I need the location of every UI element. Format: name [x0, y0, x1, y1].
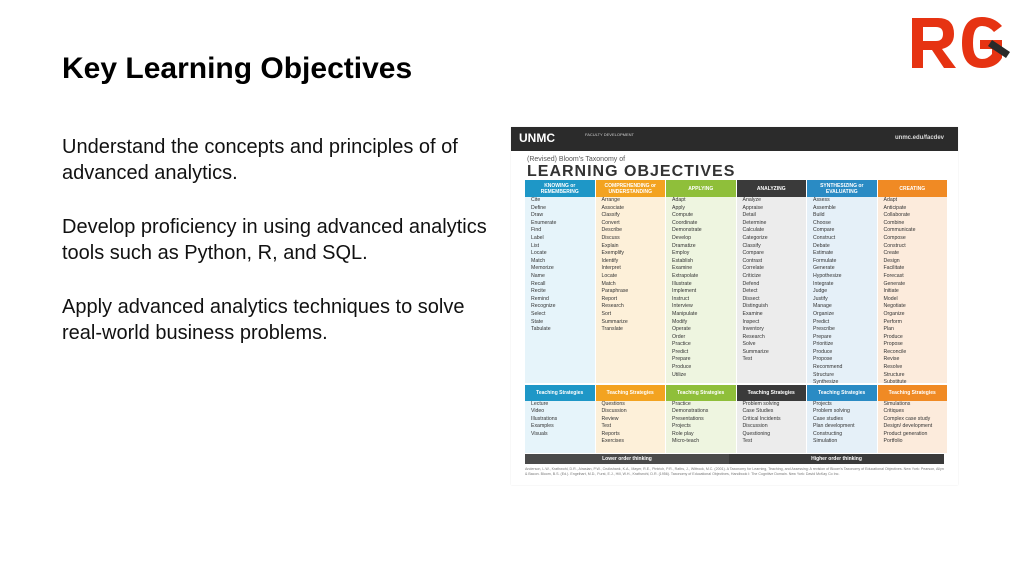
strategy-item: Presentations	[672, 415, 704, 422]
verb-item: Design	[883, 257, 900, 264]
verb-item: Determine	[742, 219, 767, 226]
strategy-item: Discussion	[742, 423, 768, 430]
verb-item: Summarize	[601, 318, 628, 325]
unmc-subtitle: FACULTY DEVELOPMENT	[585, 132, 634, 137]
strategy-item: Role play	[672, 430, 694, 437]
verb-item: Report	[601, 295, 618, 302]
verb-item: Develop	[672, 234, 692, 241]
verb-item: Perform	[883, 318, 902, 325]
strategy-item: Questioning	[742, 430, 771, 437]
verb-item: Adapt	[883, 197, 898, 203]
verb-item: Defend	[742, 280, 760, 287]
verb-item: Implement	[672, 288, 697, 295]
verb-item: Propose	[883, 341, 903, 348]
verb-item: Test	[742, 356, 753, 363]
strategy-list	[807, 401, 877, 453]
strategy-item: Video	[531, 408, 545, 415]
verb-item: Construct	[883, 242, 906, 249]
verb-item: Synthesize	[813, 379, 839, 386]
verb-item: Plan	[883, 326, 894, 333]
verb-item: Demonstrate	[672, 227, 702, 234]
verb-item: Apply	[672, 204, 685, 211]
verb-item: Extrapolate	[672, 272, 699, 279]
verb-item: Memorize	[531, 265, 554, 272]
verb-item: Forecast	[883, 272, 904, 279]
verb-item: Draw	[531, 212, 544, 219]
strategy-heading: Teaching Strategies	[878, 385, 948, 401]
verb-item: Recommend	[813, 364, 843, 371]
verb-item: Structure	[813, 371, 835, 378]
verb-item: Examine	[672, 265, 693, 272]
strategy-list	[878, 401, 948, 453]
verb-item: Order	[672, 333, 686, 340]
verb-item: Recognize	[531, 303, 556, 310]
verb-item: Detail	[742, 212, 756, 219]
verb-item: Judge	[813, 288, 828, 295]
strategy-list	[596, 401, 666, 453]
verb-item: Classify	[601, 212, 620, 219]
strategy-item: Portfolio	[883, 438, 903, 445]
verb-item: Label	[531, 234, 544, 241]
verb-item: Prioritize	[813, 341, 834, 348]
verb-item: Produce	[813, 348, 833, 355]
strategy-heading: Teaching Strategies	[525, 385, 595, 401]
verb-item: Identify	[601, 257, 619, 264]
strategy-item: Complex case study	[883, 415, 931, 422]
infographic-header	[511, 127, 958, 151]
verb-item: Instruct	[672, 295, 690, 302]
strategy-item: Problem solving	[742, 401, 780, 407]
verb-item: Discuss	[601, 234, 620, 241]
verb-item: Negotiate	[883, 303, 906, 310]
column-verbs	[666, 197, 736, 383]
verb-item: Translate	[601, 326, 623, 333]
verb-item: Manipulate	[672, 310, 698, 317]
objectives-list	[62, 134, 502, 374]
strategy-item: Reports	[601, 430, 620, 437]
column-verbs	[737, 197, 807, 383]
verb-item: Research	[742, 333, 765, 340]
verb-item: List	[531, 242, 540, 249]
strategy-item: Plan development	[813, 423, 855, 430]
verb-item: Practice	[672, 341, 691, 348]
verb-item: Compose	[883, 234, 906, 241]
verb-item: Compare	[813, 227, 835, 234]
verb-item: Initiate	[883, 288, 899, 295]
unmc-url: unmc.edu/facdev	[894, 135, 944, 141]
column-verbs	[596, 197, 666, 383]
infographic-title: LEARNING OBJECTIVES	[527, 163, 736, 180]
strategy-heading: Teaching Strategies	[666, 385, 736, 401]
verb-item: Prescribe	[813, 326, 835, 333]
verb-item: Examine	[742, 310, 763, 317]
verb-item: Research	[601, 303, 624, 310]
verb-item: Coordinate	[672, 219, 698, 226]
verb-item: Employ	[672, 250, 690, 257]
verb-item: Explain	[601, 242, 619, 249]
verb-item: Sort	[601, 310, 612, 317]
verb-item: Operate	[672, 326, 691, 333]
verb-item: Facilitate	[883, 265, 905, 272]
blooms-taxonomy-infographic	[511, 127, 958, 485]
verb-item: Convert	[601, 219, 620, 226]
verb-item: Define	[531, 204, 546, 211]
verb-item: Prepare	[813, 333, 832, 340]
higher-order-bar: Higher order thinking	[729, 454, 944, 464]
verb-item: State	[531, 318, 544, 325]
rg-logo	[908, 10, 1014, 72]
verb-item: Paraphrase	[601, 288, 629, 295]
verb-item: Manage	[813, 303, 832, 310]
verb-item: Find	[531, 227, 542, 234]
strategy-item: Test	[742, 438, 753, 445]
verb-item: Interpret	[601, 265, 621, 272]
verb-item: Name	[531, 272, 545, 279]
verb-item: Classify	[742, 242, 761, 249]
column-verbs	[878, 197, 948, 386]
column-heading: CREATING	[878, 180, 948, 197]
strategy-item: Exercises	[601, 438, 624, 445]
verb-item: Create	[883, 250, 900, 257]
verb-item: Reconcile	[883, 348, 907, 355]
verb-item: Formulate	[813, 257, 837, 264]
verb-item: Cite	[531, 197, 541, 203]
verb-item: Arrange	[601, 197, 620, 203]
verb-item: Estimate	[813, 250, 834, 257]
verb-item: Inventory	[742, 326, 764, 333]
strategy-item: Discussion	[601, 408, 627, 415]
verb-item: Utilize	[672, 371, 687, 378]
objective-item: Understand the concepts and principles of of advanced analytics.	[62, 136, 458, 184]
verb-item: Enumerate	[531, 219, 557, 226]
verb-item: Illustrate	[672, 280, 692, 287]
strategy-item: Test	[601, 423, 612, 430]
strategy-item: Projects	[672, 423, 691, 430]
strategy-item: Demonstrations	[672, 408, 709, 415]
verb-item: Organize	[813, 310, 835, 317]
column-heading: ANALYZING	[737, 180, 807, 197]
strategy-item: Questions	[601, 401, 625, 407]
verb-item: Interview	[672, 303, 693, 310]
verb-item: Choose	[813, 219, 831, 226]
strategy-item: Constructing	[813, 430, 843, 437]
verb-item: Detect	[742, 288, 758, 295]
verb-item: Adapt	[672, 197, 686, 203]
verb-item: Assess	[813, 197, 830, 203]
verb-item: Match	[531, 257, 546, 264]
verb-item: Dissect	[742, 295, 760, 302]
verb-item: Appraise	[742, 204, 763, 211]
verb-item: Propose	[813, 356, 833, 363]
verb-item: Contrast	[742, 257, 763, 264]
strategy-list	[525, 401, 595, 453]
objective-item: Develop proficiency in using advanced analytics tools such as Python, R, and SQL.	[62, 216, 487, 264]
verb-item: Compute	[672, 212, 694, 219]
verb-item: Correlate	[742, 265, 764, 272]
verb-item: Recite	[531, 288, 546, 295]
strategy-item: Examples	[531, 423, 554, 430]
strategy-item: Visuals	[531, 430, 548, 437]
strategy-heading: Teaching Strategies	[737, 385, 807, 401]
strategy-item: Case studies	[813, 415, 843, 422]
strategy-item: Critical Incidents	[742, 415, 781, 422]
strategy-item: Simulation	[813, 438, 838, 445]
verb-item: Modify	[672, 318, 688, 325]
column-heading: SYNTHESIZING or EVALUATING	[807, 180, 877, 197]
strategy-list	[666, 401, 736, 453]
verb-item: Tabulate	[531, 326, 551, 333]
strategy-item: Product generation	[883, 430, 928, 437]
verb-item: Build	[813, 212, 825, 219]
strategy-heading: Teaching Strategies	[807, 385, 877, 401]
verb-item: Structure	[883, 371, 905, 378]
verb-item: Organize	[883, 310, 905, 317]
verb-item: Generate	[813, 265, 835, 272]
verb-item: Produce	[672, 364, 692, 371]
verb-item: Establish	[672, 257, 694, 264]
verb-item: Distinguish	[742, 303, 768, 310]
verb-item: Assemble	[813, 204, 836, 211]
verb-item: Analyze	[742, 197, 761, 203]
column-verbs	[807, 197, 877, 386]
verb-item: Locate	[531, 250, 547, 257]
verb-item: Resolve	[883, 364, 903, 371]
verb-item: Associate	[601, 204, 624, 211]
verb-item: Locate	[601, 272, 618, 279]
verb-item: Collaborate	[883, 212, 911, 219]
strategy-item: Practice	[672, 401, 691, 407]
verb-item: Construct	[813, 234, 836, 241]
unmc-brand: UNMC	[519, 131, 555, 145]
verb-item: Calculate	[742, 227, 765, 234]
strategy-list	[737, 401, 807, 453]
verb-item: Remind	[531, 295, 549, 302]
objective-item: Apply advanced analytics techniques to solve real-world business problems.	[62, 296, 465, 344]
strategy-item: Projects	[813, 401, 832, 407]
verb-item: Dramatize	[672, 242, 696, 249]
verb-item: Anticipate	[883, 204, 907, 211]
verb-item: Predict	[672, 348, 689, 355]
strategy-item: Illustrations	[531, 415, 558, 422]
slide-title: Key Learning Objectives	[62, 52, 413, 85]
infographic-subtitle: (Revised) Bloom's Taxonomy of	[527, 156, 626, 163]
strategy-item: Simulations	[883, 401, 911, 407]
strategy-item: Critiques	[883, 408, 904, 415]
verb-item: Produce	[883, 333, 903, 340]
strategy-item: Review	[601, 415, 619, 422]
verb-item: Communicate	[883, 227, 916, 234]
verb-item: Model	[883, 295, 898, 302]
verb-item: Categorize	[742, 234, 768, 241]
verb-item: Select	[531, 310, 546, 317]
strategy-heading: Teaching Strategies	[596, 385, 666, 401]
verb-item: Substitute	[883, 379, 907, 386]
column-verbs	[525, 197, 595, 383]
verb-item: Exemplify	[601, 250, 624, 257]
verb-item: Hypothesize	[813, 272, 842, 279]
verb-item: Solve	[742, 341, 756, 348]
verb-item: Prepare	[672, 356, 691, 363]
verb-item: Generate	[883, 280, 906, 287]
verb-item: Combine	[883, 219, 905, 226]
verb-item: Match	[601, 280, 616, 287]
strategy-item: Case Studies	[742, 408, 774, 415]
citation-text: Anderson, L.W., Krathwohl, D.R., Airasian, P.W., Cruikshank, K.A., Mayer, R.E., Pintrich, P.R., Raths, J., Wittrock, M.C. (2001). A Taxonomy for Learning, Teaching, and Assessing: A revision of Bloom's Taxonomy of Educational Objectives. New York: Pearson, Allyn & Bacon. Bloom, B.S. (Ed.). Engelhart, M.D., Furst, E.J., Hill, W.H., Krathwohl, D.R. (1956). Taxonomy of Educational Objectives, Handbook I: The Cognitive Domain. New York: David McKay Co Inc.	[525, 467, 944, 476]
verb-item: Revise	[883, 356, 900, 363]
verb-item: Justify	[813, 295, 828, 302]
column-heading: APPLYING	[666, 180, 736, 197]
verb-item: Summarize	[742, 348, 769, 355]
verb-item: Inspect	[742, 318, 760, 325]
strategy-item: Problem solving	[813, 408, 850, 415]
strategy-item: Lecture	[531, 401, 549, 407]
column-heading: COMPREHENDING or UNDERSTANDING	[596, 180, 666, 197]
verb-item: Recall	[531, 280, 546, 287]
column-heading: KNOWING or REMEMBERING	[525, 180, 595, 197]
verb-item: Describe	[601, 227, 622, 234]
verb-item: Debate	[813, 242, 830, 249]
verb-item: Integrate	[813, 280, 834, 287]
verb-item: Criticize	[742, 272, 761, 279]
verb-item: Predict	[813, 318, 830, 325]
lower-order-bar: Lower order thinking	[525, 454, 729, 464]
verb-item: Compare	[742, 250, 764, 257]
strategy-item: Micro-teach	[672, 438, 700, 445]
strategy-item: Design/ development	[883, 423, 933, 430]
